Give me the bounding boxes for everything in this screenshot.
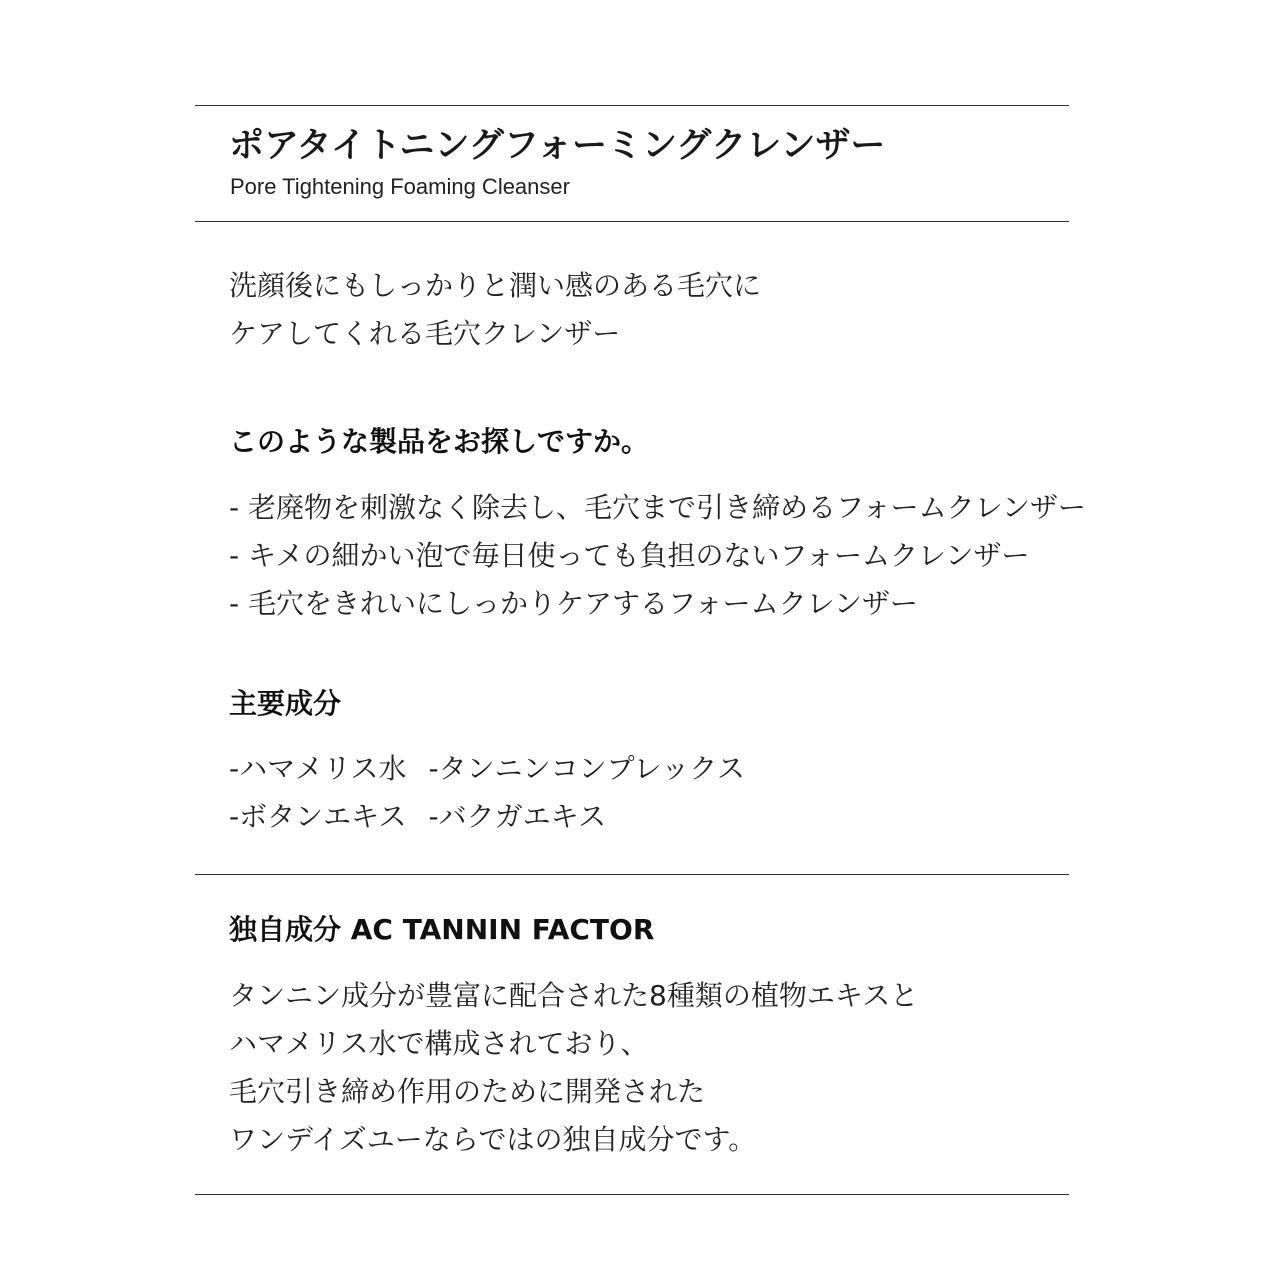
list-item: - 老廃物を刺激なく除去し、毛穴まで引き締めるフォームクレンザー — [229, 491, 1086, 524]
ingredient-item: -ハマメリス水 — [229, 752, 407, 785]
intro-text — [229, 262, 761, 358]
factor-line: タンニン成分が豊富に配合された8種類の植物エキスと — [229, 979, 919, 1012]
factor-line: ハマメリス水で構成されており、 — [229, 1027, 649, 1060]
factor-line: 毛穴引き締め作用のために開発された — [229, 1075, 706, 1108]
title-divider — [195, 221, 1069, 222]
looking-for-list — [229, 484, 1086, 628]
factor-divider — [195, 874, 1069, 875]
product-title-en: Pore Tightening Foaming Cleanser — [230, 174, 570, 199]
list-item: - 毛穴をきれいにしっかりケアするフォームクレンザー — [229, 587, 918, 620]
intro-line: 洗顔後にもしっかりと潤い感のある毛穴に — [229, 269, 762, 302]
factor-line: ワンデイズユーならではの独自成分です。 — [229, 1123, 757, 1156]
factor-heading: 独自成分 AC TANNIN FACTOR — [229, 913, 655, 946]
top-divider — [195, 105, 1069, 106]
ingredient-item: -バクガエキス — [428, 800, 607, 833]
ingredient-item: -タンニンコンプレックス — [428, 752, 745, 785]
list-item: - キメの細かい泡で毎日使っても負担のないフォームクレンザー — [229, 539, 1030, 572]
ingredient-row — [229, 745, 745, 793]
ingredients-heading: 主要成分 — [229, 687, 342, 720]
ingredient-row — [229, 793, 745, 841]
intro-line: ケアしてくれる毛穴クレンザー — [229, 317, 621, 350]
factor-description — [229, 972, 918, 1164]
ingredients-list — [229, 745, 745, 841]
bottom-divider — [195, 1194, 1069, 1195]
looking-for-heading: このような製品をお探しですか。 — [229, 425, 650, 458]
ingredient-item: -ボタンエキス — [229, 800, 407, 833]
product-title-jp: ポアタイトニングフォーミングクレンザー — [229, 126, 886, 166]
